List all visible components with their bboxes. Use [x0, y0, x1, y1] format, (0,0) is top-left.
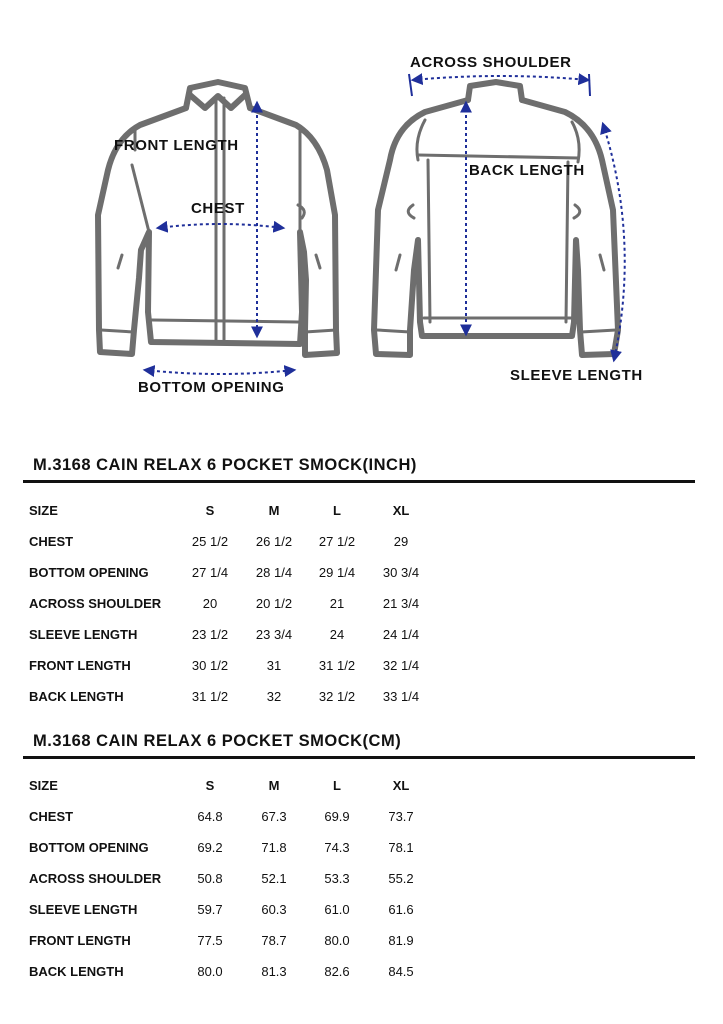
table-row	[0, 963, 723, 981]
row-label: ACROSS SHOULDER	[29, 596, 162, 611]
row-label: ACROSS SHOULDER	[29, 871, 162, 886]
table-row	[0, 533, 723, 551]
row-label: SLEEVE LENGTH	[29, 627, 138, 642]
table-row	[0, 870, 723, 888]
row-label: BACK LENGTH	[29, 689, 124, 704]
table-row	[0, 626, 723, 644]
cell-l: 74.3	[324, 840, 350, 855]
cell-s: 50.8	[197, 871, 223, 886]
table-header-row	[0, 502, 723, 520]
header-s: S	[205, 503, 215, 518]
header-s: S	[205, 778, 215, 793]
header-size: SIZE	[29, 778, 58, 793]
cell-xl: 61.6	[388, 902, 414, 917]
cell-l: 32 1/2	[318, 689, 356, 704]
inch-table-divider	[23, 480, 695, 483]
cell-s: 31 1/2	[191, 689, 229, 704]
header-l: L	[333, 778, 341, 793]
table-row	[0, 808, 723, 826]
cell-s: 27 1/4	[191, 565, 229, 580]
cell-m: 26 1/2	[255, 534, 293, 549]
cell-l: 82.6	[324, 964, 350, 979]
cell-l: 27 1/2	[318, 534, 356, 549]
cell-m: 78.7	[261, 933, 287, 948]
row-label: SLEEVE LENGTH	[29, 902, 138, 917]
row-label: FRONT LENGTH	[29, 933, 131, 948]
cm-table-divider	[23, 756, 695, 759]
cell-s: 80.0	[197, 964, 223, 979]
back-length-label: BACK LENGTH	[469, 162, 585, 179]
back-jacket-drawing	[374, 82, 618, 355]
cell-s: 59.7	[197, 902, 223, 917]
header-xl: XL	[392, 778, 410, 793]
cell-m: 28 1/4	[255, 565, 293, 580]
cell-xl: 32 1/4	[382, 658, 420, 673]
cell-m: 20 1/2	[255, 596, 293, 611]
header-m: M	[268, 778, 280, 793]
table-row	[0, 901, 723, 919]
table-row	[0, 839, 723, 857]
cell-m: 81.3	[261, 964, 287, 979]
cell-xl: 30 3/4	[382, 565, 420, 580]
cell-s: 25 1/2	[191, 534, 229, 549]
cell-l: 61.0	[324, 902, 350, 917]
row-label: CHEST	[29, 534, 74, 549]
header-xl: XL	[392, 503, 410, 518]
table-row	[0, 595, 723, 613]
cell-xl: 55.2	[388, 871, 414, 886]
cell-xl: 21 3/4	[382, 596, 420, 611]
cell-l: 69.9	[324, 809, 350, 824]
inch-table-title: M.3168 CAIN RELAX 6 POCKET SMOCK(INCH)	[33, 456, 417, 474]
cell-m: 32	[266, 689, 282, 704]
header-size: SIZE	[29, 503, 58, 518]
cell-s: 23 1/2	[191, 627, 229, 642]
table-row	[0, 932, 723, 950]
row-label: BOTTOM OPENING	[29, 840, 149, 855]
cell-s: 77.5	[197, 933, 223, 948]
header-m: M	[268, 503, 280, 518]
table-row	[0, 657, 723, 675]
table-row	[0, 564, 723, 582]
cell-l: 29 1/4	[318, 565, 356, 580]
chest-label: CHEST	[191, 200, 245, 217]
cell-xl: 84.5	[388, 964, 414, 979]
row-label: BACK LENGTH	[29, 964, 124, 979]
front-jacket-drawing	[98, 82, 337, 355]
cell-s: 64.8	[197, 809, 223, 824]
cell-m: 23 3/4	[255, 627, 293, 642]
cm-table-title: M.3168 CAIN RELAX 6 POCKET SMOCK(CM)	[33, 732, 402, 750]
cell-l: 31 1/2	[318, 658, 356, 673]
bottom-opening-label: BOTTOM OPENING	[138, 379, 285, 396]
front-length-label: FRONT LENGTH	[114, 137, 239, 154]
cell-xl: 81.9	[388, 933, 414, 948]
row-label: BOTTOM OPENING	[29, 565, 149, 580]
cell-m: 71.8	[261, 840, 287, 855]
row-label: CHEST	[29, 809, 74, 824]
cell-l: 24	[329, 627, 345, 642]
jacket-illustration	[0, 0, 723, 420]
cell-s: 69.2	[197, 840, 223, 855]
cell-l: 21	[329, 596, 345, 611]
header-l: L	[333, 503, 341, 518]
sleeve-length-label: SLEEVE LENGTH	[510, 367, 643, 384]
measurement-diagram	[0, 0, 723, 420]
cell-s: 30 1/2	[191, 658, 229, 673]
cell-s: 20	[202, 596, 218, 611]
table-header-row	[0, 777, 723, 795]
cell-m: 31	[266, 658, 282, 673]
cell-xl: 33 1/4	[382, 689, 420, 704]
cell-m: 52.1	[261, 871, 287, 886]
table-row	[0, 688, 723, 706]
across-shoulder-label: ACROSS SHOULDER	[410, 54, 572, 71]
cell-l: 53.3	[324, 871, 350, 886]
cell-l: 80.0	[324, 933, 350, 948]
cell-xl: 78.1	[388, 840, 414, 855]
cell-xl: 29	[393, 534, 409, 549]
cell-m: 67.3	[261, 809, 287, 824]
row-label: FRONT LENGTH	[29, 658, 131, 673]
cell-xl: 73.7	[388, 809, 414, 824]
cell-xl: 24 1/4	[382, 627, 420, 642]
cell-m: 60.3	[261, 902, 287, 917]
